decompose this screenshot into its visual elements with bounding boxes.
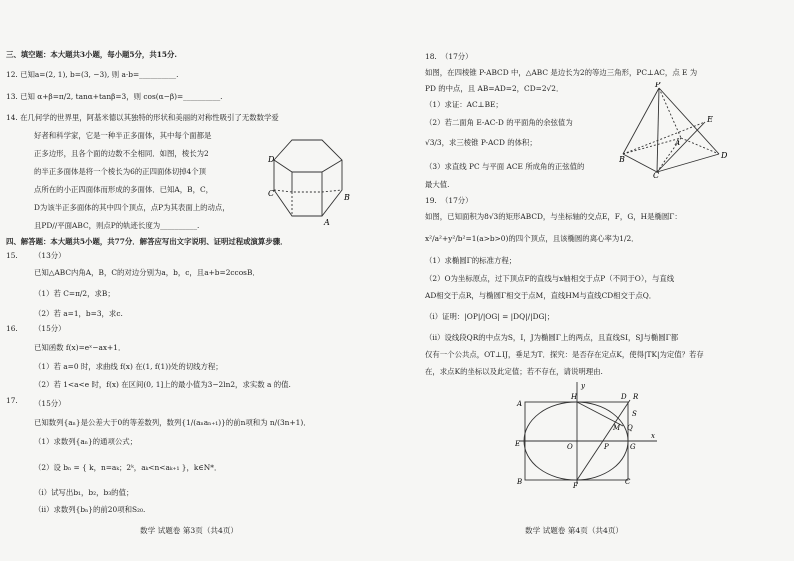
pyramid-label-c: C: [653, 171, 660, 178]
section-4-heading: 四、解答题：本大题共5小题，共77分．解答应写出文字说明、证明过程或演算步骤．: [6, 237, 288, 246]
question-13: 13. 已知 α+β=π/2, tanα+tanβ=3，则 cos(α−β)=__________.: [6, 92, 223, 101]
ellipse-label-x: x: [651, 432, 655, 440]
ellipse-label-s: S: [632, 410, 637, 418]
pyramid-label-d: D: [721, 151, 728, 160]
question-14-line-3: 正多边形，且各个面的边数不全相同．如图，棱长为2: [34, 149, 209, 158]
question-15-score: （13分）: [34, 251, 66, 260]
pyramid-label-p: P: [655, 82, 661, 89]
question-16-stem: 已知函数 f(x)=eˣ−ax+1．: [34, 343, 126, 352]
question-14-line-2: 好者和科学家，它是一种半正多面体，其中每个面都是: [34, 131, 212, 140]
ellipse-label-h: H: [571, 393, 578, 401]
question-14-line-5: 点所在的小正四面体而形成的多面体．已知A，B，C，: [34, 185, 214, 194]
pyramid-figure: [619, 82, 731, 178]
question-19-line-1: 如图，已知面积为8√3的矩形ABCD，与坐标轴的交点E，F，G，H是椭圆Γ：: [425, 212, 682, 221]
question-15-number: 15.: [6, 251, 18, 260]
question-15-part-1: （1）若 C=π/2，求B；: [34, 289, 115, 298]
poly-label-c: C: [268, 189, 275, 198]
ellipse-label-p: P: [604, 443, 609, 451]
poly-label-b: B: [344, 193, 350, 202]
ellipse-label-m: M: [613, 424, 621, 432]
question-19-part-2-i: （i）证明：|OP|/|OG| = |DQ|/|DG|；: [425, 312, 555, 321]
question-17-stem: 已知数列{aₙ}是公差大于0的等差数列，数列{1/(aₙaₙ₊₁)}的前n项和为 n/(3n+1)．: [34, 418, 311, 427]
question-19-line-2: x²/a²+y²/b²=1(a>b>0)的四个顶点，且该椭圆的离心率为1/2．: [425, 234, 639, 243]
question-17-part-2-ii: （ii）求数列{bₙ}的前20项和S₂₀.: [34, 505, 146, 514]
ellipse-label-e: E: [515, 440, 521, 448]
question-19-number: 19.: [425, 196, 437, 205]
question-14-line-6: D为该半正多面体的其中四个顶点，点P为其表面上的动点，: [34, 203, 230, 212]
ellipse-label-a: A: [517, 400, 523, 408]
question-17-part-2-i: （i）试写出b₁，b₂，b₃的值；: [34, 488, 134, 497]
question-17-score: （15分）: [34, 399, 66, 408]
question-18-score: （17分）: [441, 52, 473, 61]
question-14-line-1: 14. 在几何学的世界里，阿基米德以其独特的形状和美丽的对称性吸引了无数数学爱: [6, 113, 279, 122]
ellipse-label-y: y: [581, 382, 585, 390]
question-12: 12. 已知a=(2, 1), b=(3, −3), 则 a·b=__________.: [6, 70, 179, 79]
page-3-footer: 数学 试题卷 第3页（共4页）: [140, 526, 239, 535]
question-18-number: 18.: [425, 52, 437, 61]
ellipse-label-f: F: [573, 482, 578, 488]
question-18-part-2-cont: √3/3，求三棱锥 P-ACD 的体积；: [425, 138, 537, 147]
question-19-part-2-cont: AD相交于点R，与椭圆Γ相交于点M，直线HM与直线CD相交于点Q．: [425, 291, 657, 300]
section-3-heading: 三、填空题：本大题共3小题，每小题5分，共15分.: [6, 50, 177, 59]
question-17-number: 17.: [6, 396, 18, 405]
ellipse-label-d: D: [621, 393, 627, 401]
question-14-line-7: 且PD//平面ABC，则点P的轨迹长度为__________.: [34, 221, 200, 230]
pyramid-label-e: E: [707, 115, 713, 124]
ellipse-label-o: O: [567, 443, 573, 451]
question-16-part-2: （2）若 1<a<e 时，f(x) 在区间(0, 1]上的最小值为3−2ln2，求实数 a 的值.: [34, 380, 291, 389]
question-14-line-4: 的半正多面体是将一个棱长为6的正四面体切掉4个顶: [34, 167, 207, 176]
question-18-part-1: （1）求证：AC⊥BE；: [425, 100, 503, 109]
question-17-part-2: （2）设 bₙ = { k，n=aₖ；2ᵏ，aₖ<n<aₖ₊₁ }，k∈N*．: [34, 463, 222, 472]
exam-page-4: [397, 0, 794, 561]
question-18-line-1: 如图，在四棱锥 P-ABCD 中，△ABC 是边长为2的等边三角形，PC⊥AC，点 E 为: [425, 68, 698, 77]
question-15-part-2: （2）若 a=1，b=3，求c.: [34, 309, 123, 318]
question-17-part-1: （1）求数列{aₙ}的通项公式；: [34, 437, 138, 446]
ellipse-label-g: G: [630, 443, 636, 451]
question-16-score: （15分）: [34, 324, 66, 333]
question-18-line-2: PD 的中点，且 AB=AD=2，CD=2√2．: [425, 84, 564, 93]
page-4-footer: 数学 试题卷 第4页（共4页）: [525, 526, 624, 535]
question-19-part-2-ii-cont2: 在，求点K的坐标以及此定值；若不存在，请说明理由.: [425, 367, 603, 376]
question-18-part-3: （3）求直线 PC 与平面 ACE 所成角的正弦值的: [425, 162, 585, 171]
question-18-part-3-cont: 最大值.: [425, 180, 450, 189]
question-19-part-2: （2）O为坐标原点，过下顶点F的直线与x轴相交于点P（不同于O），与直线: [425, 274, 675, 283]
poly-label-a: A: [324, 218, 330, 227]
question-15-stem: 已知△ABC内角A，B，C的对边分别为a，b，c，且a+b=2ccosB．: [34, 268, 260, 277]
pyramid-label-a: A: [675, 139, 681, 147]
polyhedron-figure: [268, 132, 352, 228]
question-18-part-2: （2）若二面角 E-AC-D 的平面角的余弦值为: [425, 118, 573, 127]
question-19-part-2-ii-cont: 仅有一个公共点，OT⊥IJ，垂足为T．探究：是否存在定点K，使得|TK|为定值？若存: [425, 350, 704, 359]
poly-label-d: D: [268, 155, 275, 164]
pyramid-label-b: B: [619, 155, 625, 164]
ellipse-figure: [515, 380, 665, 488]
ellipse-label-q: Q: [627, 424, 633, 432]
ellipse-label-b: B: [517, 478, 523, 486]
question-19-part-2-ii: （ii）设线段QR的中点为S，I，J为椭圆Γ上的两点，且直线SI，SJ与椭圆Γ都: [425, 333, 679, 342]
question-19-score: （17分）: [441, 196, 473, 205]
question-16-part-1: （1）若 a=0 时，求曲线 f(x) 在(1, f(1))处的切线方程；: [34, 362, 223, 371]
question-16-number: 16.: [6, 324, 18, 333]
ellipse-label-c: C: [625, 478, 631, 486]
ellipse-label-r: R: [633, 393, 639, 401]
question-19-part-1: （1）求椭圆Γ的标准方程；: [425, 256, 517, 265]
